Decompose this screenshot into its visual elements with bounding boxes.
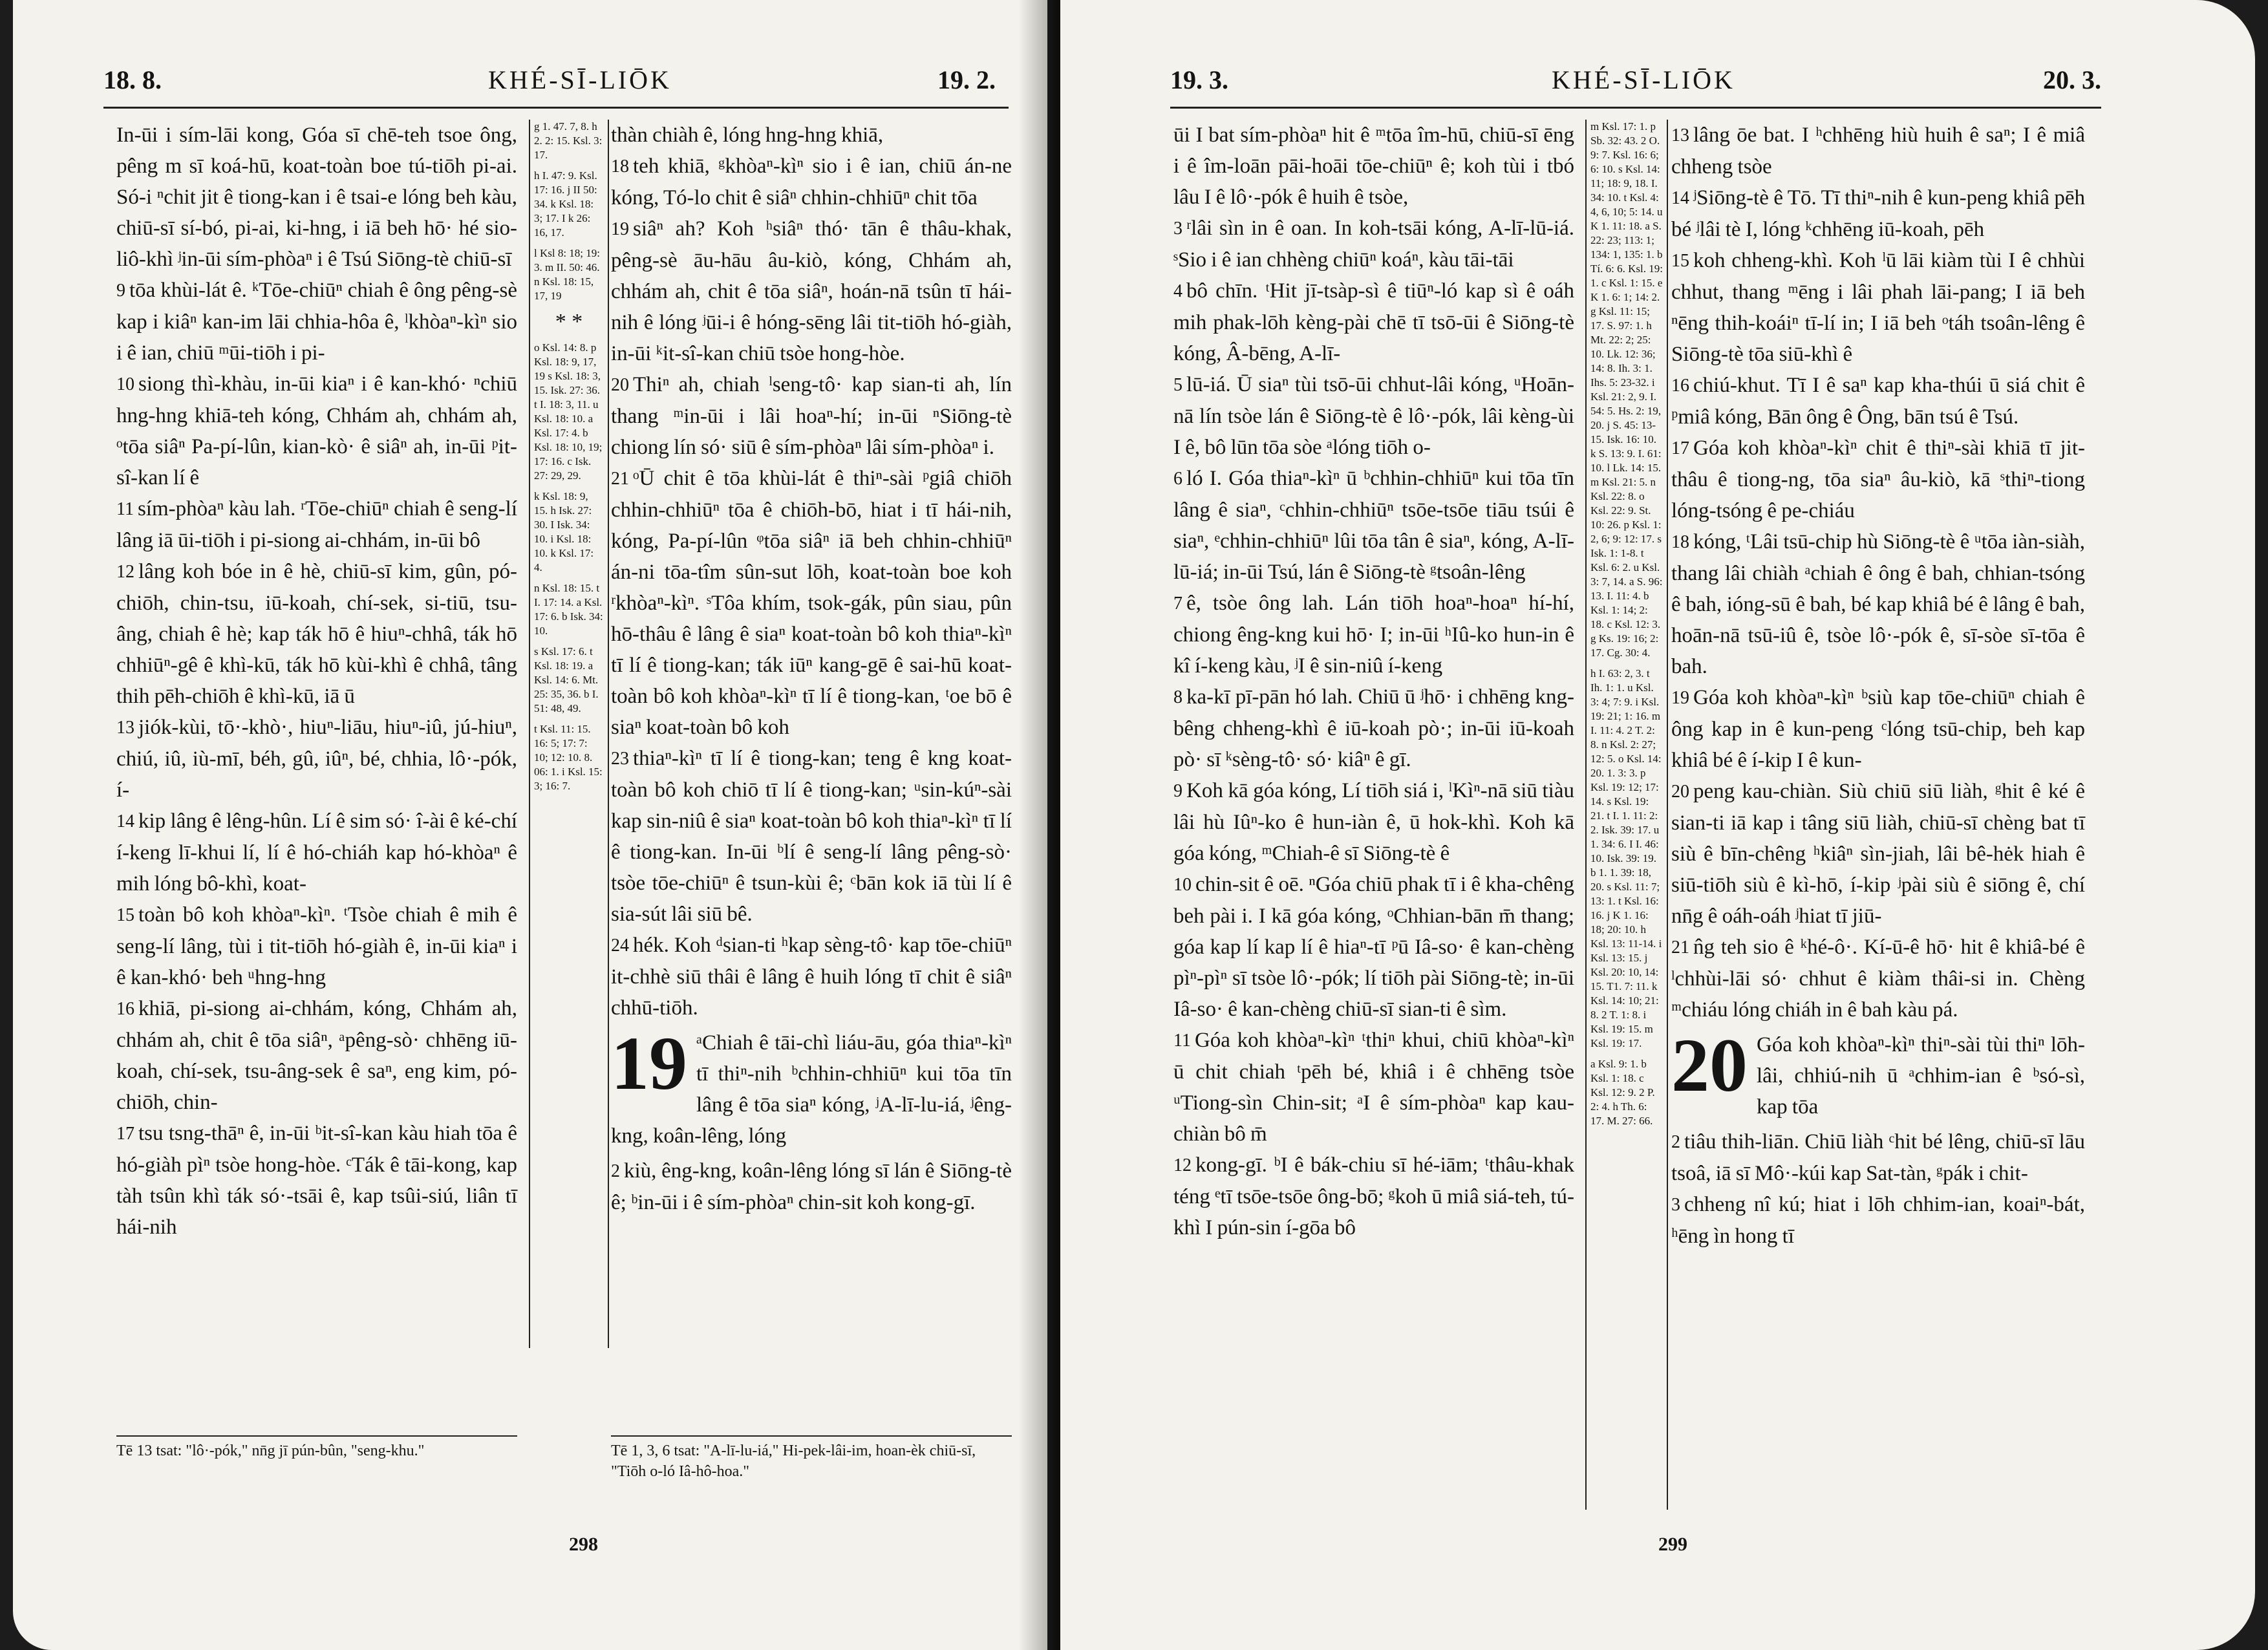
- verse-number: 12: [1173, 1155, 1192, 1175]
- text-column-2: [611, 120, 1012, 1218]
- verse: [116, 369, 517, 493]
- cross-reference: h I. 63: 2, 3. t Ih. 1: 1. u Ksl. 3: 4; 7: 9. i Ksl. 19: 21; 1: 16. m I. 11: 4. 2 T. 2: 8. n Ksl. 2: 27; 12: 5. o Ksl. 14: 20. 1. 3: 3. p Ksl. 19: 12; 17: 14. s Ksl. 19: 21. t I. 1. 11: 2: 2. Isk. 39: 17. u 1. 34: 6. I I. 46: 10. Isk. 39: 19. b 1. 1. 39: 18, 20. s Ksl. 11: 7; 13: 1. t Ksl. 16: 16. j K 1. 16: 18; 20: 10. h Ksl. 13: 11-14. i Ksl. 13: 15. j Ksl. 20: 10, 14: 15. T1. 7: 11. k Ksl. 14: 10; 21: 8. 2 T. 1: 8. i Ksl. 19: 15. m Ksl. 19: 17.: [1590, 667, 1662, 1049]
- header-book-title: KHÉ-SĪ-LIŌK: [1552, 65, 1735, 94]
- cross-reference: l Ksl 8: 18; 19: 3. m II. 50: 46. n Ksl. 18: 15, 17, 19: [534, 247, 601, 302]
- verse: [1671, 776, 2085, 932]
- verse: [1173, 869, 1574, 1025]
- verse: [1173, 213, 1574, 275]
- cross-reference-column: [529, 120, 609, 1348]
- verse-text: tiâu thih-liān. Chiū liàh ᶜhit bé lêng, chiū-sī lāu tsoâ, iā sī Mô·-kúi kap Sat-tàn, ᵍpák i chit-: [1671, 1130, 2085, 1185]
- running-head: [13, 45, 1047, 110]
- verse-number: 18: [611, 156, 629, 177]
- verse-text: sím-phòaⁿ kàu lah. ʳTōe-chiūⁿ chiah ê seng-lí lâng iā ūi-tiōh i pi-siong ai-chhám, in-ūi bô: [116, 497, 517, 552]
- verse: [1173, 463, 1574, 588]
- cross-reference: k Ksl. 18: 9, 15. h Isk. 27: 30. I Isk. 34: 10. i Ksl. 18: 10. k Ksl. 17: 4.: [534, 490, 594, 573]
- section-divider-stars: * *: [555, 310, 583, 334]
- verse-text: chheng nî kú; hiat i lōh chhim-ian, koaiⁿ-bát, ʰēng ìn hong tī: [1671, 1193, 2085, 1248]
- verse: [611, 120, 1012, 151]
- verse-text: jiók-kùi, tō·-khò·, hiuⁿ-liāu, hiuⁿ-iû, jú-hiuⁿ, chiú, iû, iù-mī, béh, gû, iûⁿ, bé, chhia, lô·-pók, í-: [116, 716, 517, 802]
- verse-text: ka-kī pī-pān hó lah. Chiū ū ʲhō· i chhēng kng-bêng chheng-khì ê iū-koah pò·; in-ūi iū-koah pò· sī ᵏsèng-tô· só· kiâⁿ ê gī.: [1173, 685, 1574, 771]
- verse-text: kip lâng ê lêng-hûn. Lí ê sim só· î-ài ê ké-chí í-keng lī-khui lí, lí ê hó-chiáh kap hó-khòaⁿ ê mih lóng bô-khì, koat-: [116, 809, 517, 895]
- cross-reference: s Ksl. 17: 6. t Ksl. 18: 19. a Ksl. 14: 6. Mt. 25: 35, 36. b I. 51: 48, 49.: [534, 645, 599, 714]
- verse-number: 6: [1173, 469, 1182, 489]
- header-book-title: KHÉ-SĪ-LIŌK: [488, 65, 672, 94]
- header-verse-ref-right: 20. 3.: [2043, 65, 2101, 94]
- verse-text: ê, tsòe ông lah. Lán tiōh hoaⁿ-hoaⁿ hí-hí, chiong êng-kng kui hō· I; in-ūi ʰIû-ko hun-in ê kî í-keng kàu, ʲI ê sin-niû í-keng: [1173, 592, 1574, 678]
- verse-text: kiù, êng-kng, koân-lêng lóng sī lán ê Siōng-tè ê; ᵇin-ūi i ê sím-phòaⁿ chin-sit koh kong-gī.: [611, 1159, 1012, 1214]
- verse-text: khiā, pi-siong ai-chhám, kóng, Chhám ah, chhám ah, chit ê tōa siâⁿ, ᵃpêng-sò· chhēng iū-koah, chí-sek, tsu-âng-sek ê saⁿ, eng kim, pó-chiōh, chin-: [116, 997, 517, 1114]
- header-verse-ref-left: 18. 8.: [103, 65, 162, 94]
- text-column-1: [1173, 120, 1574, 1243]
- verse-number: 9: [116, 281, 125, 301]
- verse: [116, 1118, 517, 1243]
- cross-reference: h I. 47: 9. Ksl. 17: 16. j II 50: 34. k Ksl. 18: 3; 17. I k 26: 16, 17.: [534, 169, 597, 239]
- verse-text: ᵒŪ chit ê tōa khùi-lát ê thiⁿ-sài ᵖgiâ chiōh chhin-chhiūⁿ tōa ê chiōh-bō, hiat i tī hái-nih, kóng, Pa-pí-lûn ᵠtōa siâⁿ iā beh chhin-chhiūⁿ án-ni tōa-tîm sûn-sut lōh, koat-toàn boe koh ʳkhòaⁿ-kìⁿ. ˢTôa khím, tsok-gák, pûn siau, pûn hō-thâu ê lâng ê siaⁿ koat-toàn bô koh thiaⁿ-kìⁿ tī lí ê tiong-kan; ták iūⁿ kang-gē ê sai-hū koat-toàn bô koh khòaⁿ-kìⁿ tī lí ê tiong-kan, ᵗoe bō ê siaⁿ koat-toàn bô koh: [611, 467, 1012, 739]
- verse: [1173, 275, 1574, 369]
- chapter-opening: [1671, 1029, 2085, 1122]
- verse-number: 11: [116, 499, 134, 519]
- verse: [1173, 775, 1574, 869]
- page-number: 298: [569, 1534, 598, 1555]
- verse-number: 16: [1671, 376, 1689, 396]
- header-rule: [1170, 107, 2101, 109]
- verse-text: ló I. Góa thiaⁿ-kìⁿ ū ᵇchhin-chhiūⁿ kui tōa tīn lâng ê siaⁿ, ᶜchhin-chhiūⁿ tsōe-tsōe tiāu tsúi ê siaⁿ, ᵉchhin-chhiūⁿ lûi tōa tân ê siaⁿ, kóng, A-lī-lū-iá; in-ūi Tsú, lán ê Siōng-tè ᵍtsoân-lêng: [1173, 467, 1574, 584]
- verse-number: 19: [1671, 688, 1689, 708]
- verse-number: 9: [1173, 781, 1182, 801]
- verse-text: kong-gī. ᵇI ê bák-chiu sī hé-iām; ᵗthâu-khak téng ᵉtī tsōe-tsōe ông-bō; ᵍkoh ū miâ siá-teh, tú-khì I pún-sin í-gōa bô: [1173, 1153, 1574, 1239]
- verse: [1671, 182, 2085, 245]
- cross-reference: g 1. 47. 7, 8. h 2. 2: 15. Ksl. 3: 17.: [534, 120, 603, 161]
- cross-reference: o Ksl. 14: 8. p Ksl. 18: 9, 17, 19 s Ksl. 18: 3, 15. Isk. 27: 36. t I. 18: 3, 11. u Ksl. 18: 10. a Ksl. 17: 4. b Ksl. 18: 10, 19; 17: 16. c Isk. 27: 29, 29.: [534, 341, 603, 482]
- verse-number: 8: [1173, 687, 1182, 707]
- verse-number: 18: [1671, 532, 1689, 552]
- verse-number: 14: [116, 811, 134, 831]
- verse-number: 16: [116, 999, 134, 1019]
- verse-number: 15: [116, 905, 134, 925]
- verse-number: 24: [611, 936, 629, 956]
- verse: [1671, 526, 2085, 682]
- right-page: [1060, 0, 2255, 1650]
- cross-reference: a Ksl. 9: 1. b Ksl. 1: 18. c Ksl. 12: 9. 2 P. 2: 4. h Th. 6: 17. M. 27: 66.: [1590, 1058, 1655, 1127]
- verse-number: 4: [1173, 281, 1182, 301]
- verse-text: In-ūi i sím-lāi kong, Góa sī chē-teh tsoe ông, pêng m sī koá-hū, koat-toàn boe tú-tiōh pi-ai. Só-i ⁿchit jit ê tiong-kan i ê tsai-e lóng beh kàu, chiū-sī sí-bó, pi-ai, ki-hng, i iā beh hō· hé sio-liô-khì ʲin-ūi sím-phòaⁿ i ê Tsú Siōng-tè chiū-sī: [116, 123, 517, 271]
- verse: [1173, 681, 1574, 775]
- verse-number: 10: [116, 374, 134, 394]
- verse-text: ʲSiōng-tè ê Tō. Tī thiⁿ-nih ê kun-peng khiâ pēh bé ʲlâi tè I, lóng ᵏchhēng iū-koah, pēh: [1671, 186, 2085, 241]
- verse-text: siong thì-khàu, in-ūi kiaⁿ i ê kan-khó· ⁿchiū hng-hng khiā-teh kóng, Chhám ah, chhám ah, ᵒtōa siâⁿ Pa-pí-lûn, kian-kò· ê siâⁿ ah, in-ūi ᵖit-sî-kan lí ê: [116, 372, 517, 489]
- verse-number: 3: [1173, 219, 1182, 239]
- verse-text: chin-sit ê oē. ⁿGóa chiū phak tī i ê kha-chêng beh pài i. I kā góa kóng, ᵒChhian-bān m̄ thang; góa kap lí kap lí ê hiaⁿ-tī ᵖū Iâ-so· ê kan-chèng pìⁿ-pìⁿ sī tsòe lô·-pók; lí tiōh pài Siōng-tè; in-ūi Iâ-so· ê kan-chèng chiū-sī sian-ti ê sìm.: [1173, 873, 1574, 1021]
- chapter-opening: [611, 1027, 1012, 1152]
- page-number: 299: [1658, 1534, 1687, 1555]
- verse: [116, 120, 517, 275]
- verse: [611, 743, 1012, 930]
- chapter-first-verse: Góa koh khòaⁿ-kìⁿ thiⁿ-sài tùi thiⁿ lōh-lâi, chhiú-nih ū ᵃchhim-ian ê ᵇsó-sì, kap tōa: [1757, 1033, 2085, 1119]
- verse-text: Góa koh khòaⁿ-kìⁿ ᵇsiù kap tōe-chiūⁿ chiah ê ông kap in ê kun-peng ᶜlóng tsū-chip, beh kap khiâ bé ê í-kip I ê kun-: [1671, 686, 2085, 772]
- verse-number: 14: [1671, 188, 1689, 208]
- verse: [1671, 682, 2085, 776]
- verse-text: peng kau-chiàn. Siù chiū siū liàh, ᵍhit ê ké ê sian-ti iā kap i tâng siū liàh, chiū-sī chèng bat tī siù ê bīn-chêng ʰkiâⁿ sìn-jiah, lâi bê-hėk hiah ê siū-tiōh siù ê kì-hō, í-kip ʲpài siù ê siōng ê, chí nn̄g ê oáh-oáh ʲhiat tī jiū-: [1671, 780, 2085, 928]
- verse: [116, 556, 517, 712]
- header-rule: [103, 107, 1009, 109]
- left-page: [13, 0, 1047, 1650]
- cross-reference: n Ksl. 18: 15. t I. 17: 14. a Ksl. 17: 6. b Isk. 34: 10.: [534, 582, 603, 637]
- verse: [611, 213, 1012, 369]
- cross-reference-column: [1585, 120, 1668, 1510]
- verse: [1671, 370, 2085, 433]
- chapter-first-verse: ᵃChiah ê tāi-chì liáu-āu, góa thiaⁿ-kìⁿ tī thiⁿ-nih ᵇchhin-chhiūⁿ kui tōa tīn lâng ê tōa siaⁿ kóng, ʲA-lī-lu-iá, ʲêng-kng, koân-lêng, lóng: [611, 1031, 1012, 1148]
- cross-reference: t Ksl. 11: 15. 16: 5; 17: 7: 10; 12: 10. 8. 06: 1. i Ksl. 15: 3; 16: 7.: [534, 723, 603, 792]
- verse-text: Thiⁿ ah, chiah ˡseng-tô· kap sian-ti ah, lín thang ᵐin-ūi i lâi hoaⁿ-hí; in-ūi ⁿSiōng-tè chiong lín só· siū ê sím-phòaⁿ lâi sím-phòaⁿ i.: [611, 373, 1012, 459]
- verse-number: 20: [611, 375, 629, 395]
- verse: [1173, 369, 1574, 463]
- verse-text: lâng koh bóe in ê hè, chiū-sī kim, gûn, pó-chiōh, chin-tsu, iū-koah, chí-sek, si-tiū, tsu-âng, chiah ê hè; kap ták hō ê hiuⁿ-chhâ, ták hō chhiūⁿ-gê ê khì-kū, ták hō kùi-khì ê chhâ, tâng thih pēh-chiōh ê khì-kū, iā ū: [116, 560, 517, 708]
- verse-text: thiaⁿ-kìⁿ tī lí ê tiong-kan; teng ê kng koat-toàn bô koh chiō tī lí ê tiong-kan; ᵘsin-kúⁿ-sài kap sin-niû ê siaⁿ koat-toàn bô koh thiaⁿ-kìⁿ tī lí ê tiong-kan. In-ūi ᵇlí ê seng-lí lâng pêng-sò· tsòe tōe-chiūⁿ ê tsun-kùi ê; ᶜbān kok iā tùi lí ê sia-sút lâi siū bê.: [611, 747, 1012, 926]
- verse-number: 23: [611, 749, 629, 769]
- verse: [116, 899, 517, 993]
- verse: [1671, 245, 2085, 370]
- verse: [1671, 1126, 2085, 1189]
- verse-text: ʳlâi sìn in ê oan. In koh-tsāi kóng, A-lī-lū-iá. ˢSio i ê ian chhèng chiūⁿ koáⁿ, kàu tāi-tāi: [1173, 217, 1574, 272]
- verse-number: 21: [1671, 938, 1689, 958]
- verse-number: 13: [1671, 125, 1689, 145]
- verse-number: 19: [611, 219, 629, 239]
- verse-text: bô chīn. ᵗHit jī-tsàp-sì ê tiūⁿ-ló kap sì ê oáh mih phak-lōh kèng-pài chē tī tsō-ūi ê Siōng-tè kóng, Â-bēng, A-lī-: [1173, 279, 1574, 365]
- verse-text: n̂g teh sio ê ᵏhé-ô·. Kí-ū-ê hō· hit ê khiâ-bé ê ˡchhùi-lāi só· chhut ê kiàm thâi-si in. Chèng ᵐchiáu lóng chiáh in ê bah kàu pá.: [1671, 936, 2085, 1022]
- verse: [116, 493, 517, 556]
- verse: [611, 1155, 1012, 1218]
- running-head: [1060, 45, 2255, 110]
- cross-reference: m Ksl. 17: 1. p Sb. 32: 43. 2 O. 9: 7. Ksl. 16: 6; 6: 10. s Ksl. 14: 11; 18: 9, 18. I. 34: 10. t Ksl. 4: 4, 6, 10; 5: 14. u K 1. 11: 18. a S. 22: 23; 113: 1; 134: 1, 135: 1. b Tí. 6: 6. Ksl. 19: 1. c Ksl. 1: 15. e K 1. 6: 1; 14: 2. g Ksl. 11: 15; 17. S. 97: 1. h Mt. 22: 2; 25: 10. Lk. 12: 36; 14: 8. Ih. 3: 1. Ihs. 5: 23-32. i Ksl. 21: 2, 9. I. 54: 5. Hs. 2: 19, 20. j S. 45: 13-15. Isk. 16: 10. k S. 13: 9. I. 61: 10. l Lk. 14: 15. m Ksl. 21: 5. n Ksl. 22: 8. o Ksl. 22: 9. St. 10: 26. p Ksl. 1: 2, 6; 9: 12: 17. s Isk. 1: 1-8. t Ksl. 6: 2. u Ksl. 3: 7, 14. a S. 96: 13. I. 11: 4. b Ksl. 1: 14; 2: 18. c Ksl. 12: 3. g Ks. 19: 16; 2: 17. Cg. 30: 4.: [1590, 120, 1663, 659]
- verse-number: 7: [1173, 594, 1182, 614]
- text-column-1: [116, 120, 517, 1243]
- footnote: Tē 13 tsat: "lô·-pók," nn̄g jī pún-bûn, "seng-khu.": [116, 1435, 517, 1461]
- verse-text: Góa koh khòaⁿ-kìⁿ ᵗthiⁿ khui, chiū khòaⁿ-kìⁿ ū chit chiah ᵗpēh bé, khiâ i ê chhēng tsòe ᵘTiong-sìn Chin-sit; ᵃI ê sím-phòaⁿ kap kau-chiàn bô m̄: [1173, 1029, 1574, 1146]
- verse-text: kóng, ᵗLâi tsū-chip hù Siōng-tè ê ᵘtōa iàn-siàh, thang lâi chiàh ᵃchiah ê ông ê bah, chhian-tsóng ê bah, ióng-sū ê bah, bé kap khiâ bé ê lâng ê bah, hoān-nā tsū-iû ê, tsòe lô·-pók ê, sī-sòe sī-tōa ê bah.: [1671, 530, 2085, 678]
- chapter-number: 20: [1671, 1029, 1748, 1108]
- verse-text: ūi I bat sím-phòaⁿ hit ê ᵐtōa îm-hū, chiū-sī ēng i ê îm-loān pāi-hoāi tōe-chiūⁿ ê; koh tùi i tbó lâu I ê lô·-pók ê huih ê tsòe,: [1173, 123, 1574, 209]
- verse-number: 17: [1671, 438, 1689, 458]
- verse: [116, 993, 517, 1118]
- verse-text: chiú-khut. Tī I ê saⁿ kap kha-thúi ū siá chit ê ᵖmiâ kóng, Bān ông ê Ông, bān tsú ê Tsú.: [1671, 374, 2085, 429]
- verse: [116, 275, 517, 369]
- verse-text: Koh kā góa kóng, Lí tiōh siá i, ˡKìⁿ-nā siū tiàu lâi hù Iûⁿ-ko ê hun-iàn ê, ū hok-khì. Koh kā góa kóng, ᵐChiah-ê sī Siōng-tè ê: [1173, 779, 1574, 865]
- verse-number: 15: [1671, 251, 1689, 271]
- verse: [611, 369, 1012, 463]
- verse-text: siâⁿ ah? Koh ʰsiâⁿ thó· tān ê thâu-khak, pêng-sè āu-hāu âu-kiò, kóng, Chhám ah, chhám ah, chit ê tōa siâⁿ, hoán-nā tsûn tī hái-nih ê lóng ʲūi-i ê hóng-sēng lâi tit-tiōh hó-giàh, in-ūi ᵏit-sî-kan chiū tsòe hong-hòe.: [611, 217, 1012, 365]
- verse-text: lâng ōe bat. I ʰchhēng hiù huih ê saⁿ; I ê miâ chheng tsòe: [1671, 123, 2085, 178]
- verse-number: 2: [1671, 1132, 1680, 1152]
- verse-number: 3: [1671, 1195, 1680, 1215]
- verse: [611, 930, 1012, 1023]
- header-verse-ref-left: 19. 3.: [1170, 65, 1228, 94]
- verse: [1173, 1150, 1574, 1243]
- verse-number: 13: [116, 718, 134, 738]
- verse-number: 11: [1173, 1031, 1191, 1051]
- verse: [116, 712, 517, 806]
- verse: [611, 463, 1012, 743]
- verse-number: 21: [611, 469, 629, 489]
- verse-text: Góa koh khòaⁿ-kìⁿ chit ê thiⁿ-sài khiā tī jit-thâu ê tiong-ng, tōa siaⁿ âu-kiò, kā ˢthiⁿ-tiong lóng-tsóng ê pe-chiáu: [1671, 436, 2085, 522]
- verse-number: 10: [1173, 875, 1192, 895]
- verse-text: lū-iá. Ū siaⁿ tùi tsō-ūi chhut-lâi kóng, ᵘHoān-nā lín tsòe lán ê Siōng-tè ê lô·-pók, lâi kèng-ùi I ê, bô lūn tōa sòe ᵃlóng tiōh o-: [1173, 373, 1574, 459]
- verse-text: tōa khùi-lát ê. ᵏTōe-chiūⁿ chiah ê ông pêng-sè kap i kiâⁿ kan-im lāi chhia-hôa ê, ˡkhòaⁿ-kìⁿ sio i ê ian, chiū ᵐūi-tiōh i pi-: [116, 279, 517, 365]
- verse-text: koh chheng-khì. Koh ˡū lāi kiàm tùi I ê chhùi chhut, thang ᵐēng i lâi phah lāi-pang; I iā beh ⁿēng thih-koáiⁿ tī-lí in; I iā beh ᵒtáh tsoân-lêng ê Siōng-tè tōa siū-khì ê: [1671, 249, 2085, 366]
- verse-number: 20: [1671, 782, 1689, 802]
- verse-text: teh khiā, ᵍkhòaⁿ-kìⁿ sio i ê ian, chiū án-ne kóng, Tó-lo chit ê siâⁿ chhin-chhiūⁿ chit tōa: [611, 155, 1012, 209]
- verse-number: 12: [116, 562, 134, 582]
- verse: [116, 806, 517, 899]
- verse-text: tsu tsng-thāⁿ ê, in-ūi ᵇit-sî-kan kàu hiah tōa ê hó-giàh pìⁿ tsòe hong-hòe. ᶜTák ê tāi-kong, kap tàh tsûn khì ták só·-tsāi ê, kap tsûi-siú, liân tī hái-nih: [116, 1122, 517, 1239]
- verse: [611, 151, 1012, 213]
- verse-number: 17: [116, 1124, 134, 1144]
- verse-text: toàn bô koh khòaⁿ-kìⁿ. ᵗTsòe chiah ê mih ê seng-lí lâng, tùi i tit-tiōh hó-giàh ê, in-ūi kiaⁿ i ê kan-khó· beh ᵘhng-hng: [116, 903, 517, 989]
- verse-text: hék. Koh ᵈsian-ti ʰkap sèng-tô· kap tōe-chiūⁿ it-chhè siū thâi ê lâng ê huih lóng tī chit ê siâⁿ chhū-tiōh.: [611, 934, 1012, 1020]
- chapter-number: 19: [611, 1027, 687, 1106]
- verse-text: thàn chiàh ê, lóng hng-hng khiā,: [611, 123, 884, 147]
- footnote: Tē 1, 3, 6 tsat: "A-lī-lu-iá," Hi-pek-lâi-im, hoan-èk chiū-sī, "Tiōh o-ló Iâ-hô-hoa.": [611, 1435, 1012, 1482]
- verse: [1671, 1189, 2085, 1252]
- verse: [1173, 1025, 1574, 1150]
- verse-number: 2: [611, 1161, 620, 1181]
- verse-number: 5: [1173, 375, 1182, 395]
- verse: [1671, 932, 2085, 1025]
- verse: [1671, 120, 2085, 182]
- text-column-2: [1671, 120, 2085, 1252]
- verse: [1173, 120, 1574, 213]
- header-verse-ref-right: 19. 2.: [937, 65, 996, 94]
- verse: [1173, 588, 1574, 681]
- verse: [1671, 433, 2085, 526]
